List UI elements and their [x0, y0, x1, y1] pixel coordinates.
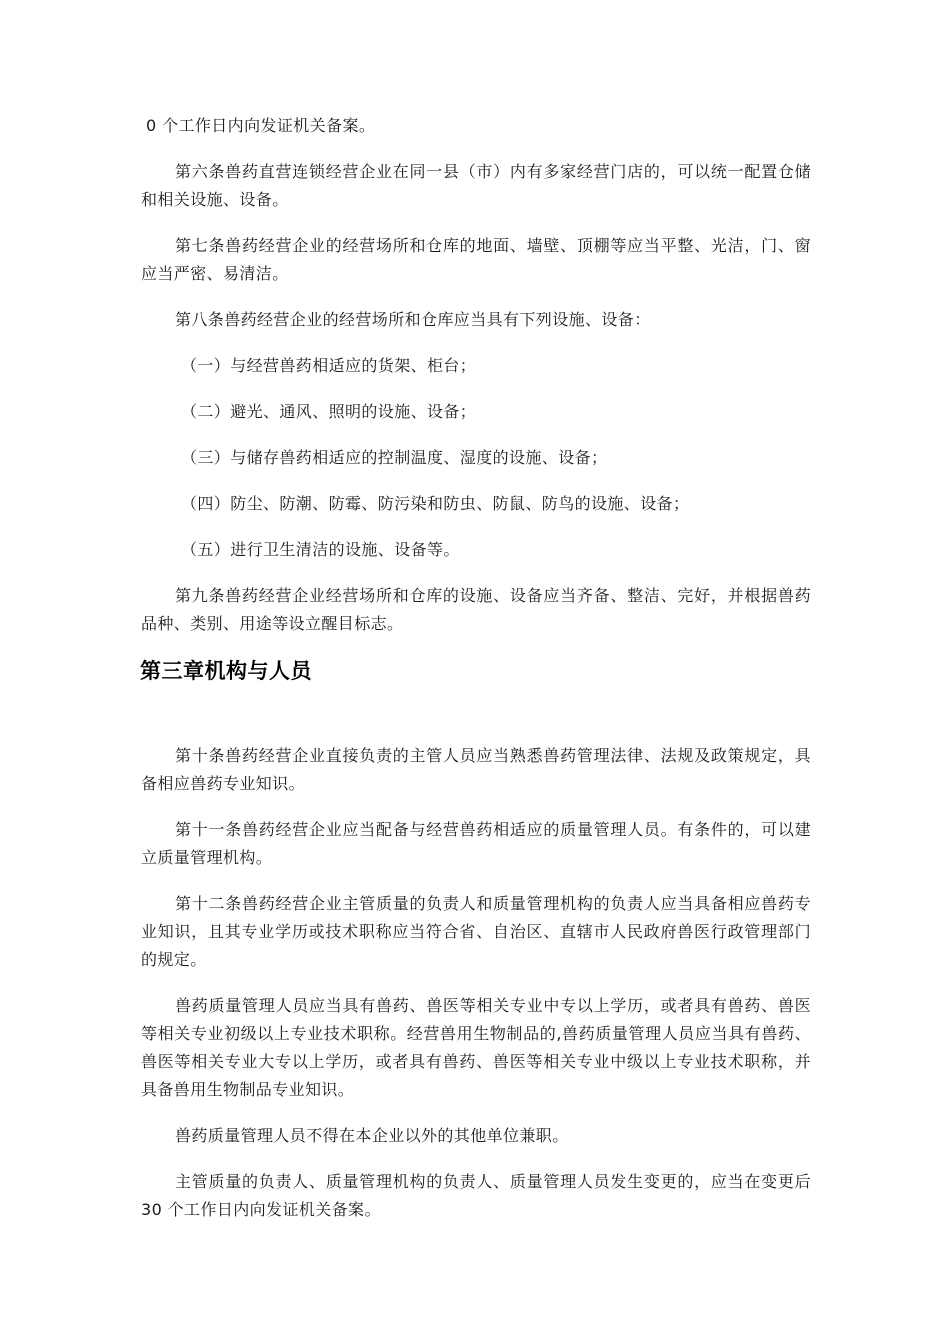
article-9: 第九条兽药经营企业经营场所和仓库的设施、设备应当齐备、整洁、完好，并根据兽药品种、类别、用途等设立醒目标志。 [141, 586, 811, 633]
paragraph-quality-staff: 兽药质量管理人员应当具有兽药、兽医等相关专业中专以上学历，或者具有兽药、兽医等相关专业初级以上专业技术职称。经营兽用生物制品的,兽药质量管理人员应当具有兽药、兽医等相关专业大专以上学历，或者具有兽药、兽医等相关专业中级以上专业技术职称，并具备兽用生物制品专业知识。 [141, 996, 811, 1099]
article-8-item-2: （二）避光、通风、照明的设施、设备； [181, 402, 477, 421]
article-8-item-5: （五）进行卫生清洁的设施、设备等。 [181, 540, 460, 559]
article-10: 第十条兽药经营企业直接负责的主管人员应当熟悉兽药管理法律、法规及政策规定，具备相应兽药专业知识。 [141, 746, 811, 793]
paragraph-intro: 0 个工作日内向发证机关备案。 [146, 116, 376, 135]
article-7: 第七条兽药经营企业的经营场所和仓库的地面、墙壁、顶棚等应当平整、光洁，门、窗应当严密、易清洁。 [141, 236, 811, 283]
article-8: 第八条兽药经营企业的经营场所和仓库应当具有下列设施、设备： [175, 310, 651, 329]
article-6: 第六条兽药直营连锁经营企业在同一县（市）内有多家经营门店的，可以统一配置仓储和相关设施、设备。 [141, 162, 811, 209]
chapter-3-heading: 第三章机构与人员 [140, 659, 312, 683]
article-8-item-1: （一）与经营兽药相适应的货架、柜台； [181, 356, 477, 375]
article-8-item-4: （四）防尘、防潮、防霉、防污染和防虫、防鼠、防鸟的设施、设备； [181, 494, 690, 513]
paragraph-no-parttime: 兽药质量管理人员不得在本企业以外的其他单位兼职。 [175, 1126, 569, 1145]
article-8-item-3: （三）与储存兽药相适应的控制温度、湿度的设施、设备； [181, 448, 608, 467]
article-12: 第十二条兽药经营企业主管质量的负责人和质量管理机构的负责人应当具备相应兽药专业知识，且其专业学历或技术职称应当符合省、自治区、直辖市人民政府兽医行政管理部门的规定。 [141, 894, 811, 969]
document-page [141, 112, 811, 1242]
article-11: 第十一条兽药经营企业应当配备与经营兽药相适应的质量管理人员。有条件的，可以建立质量管理机构。 [141, 820, 811, 867]
paragraph-change-filing: 主管质量的负责人、质量管理机构的负责人、质量管理人员发生变更的，应当在变更后 30 个工作日内向发证机关备案。 [141, 1172, 811, 1219]
